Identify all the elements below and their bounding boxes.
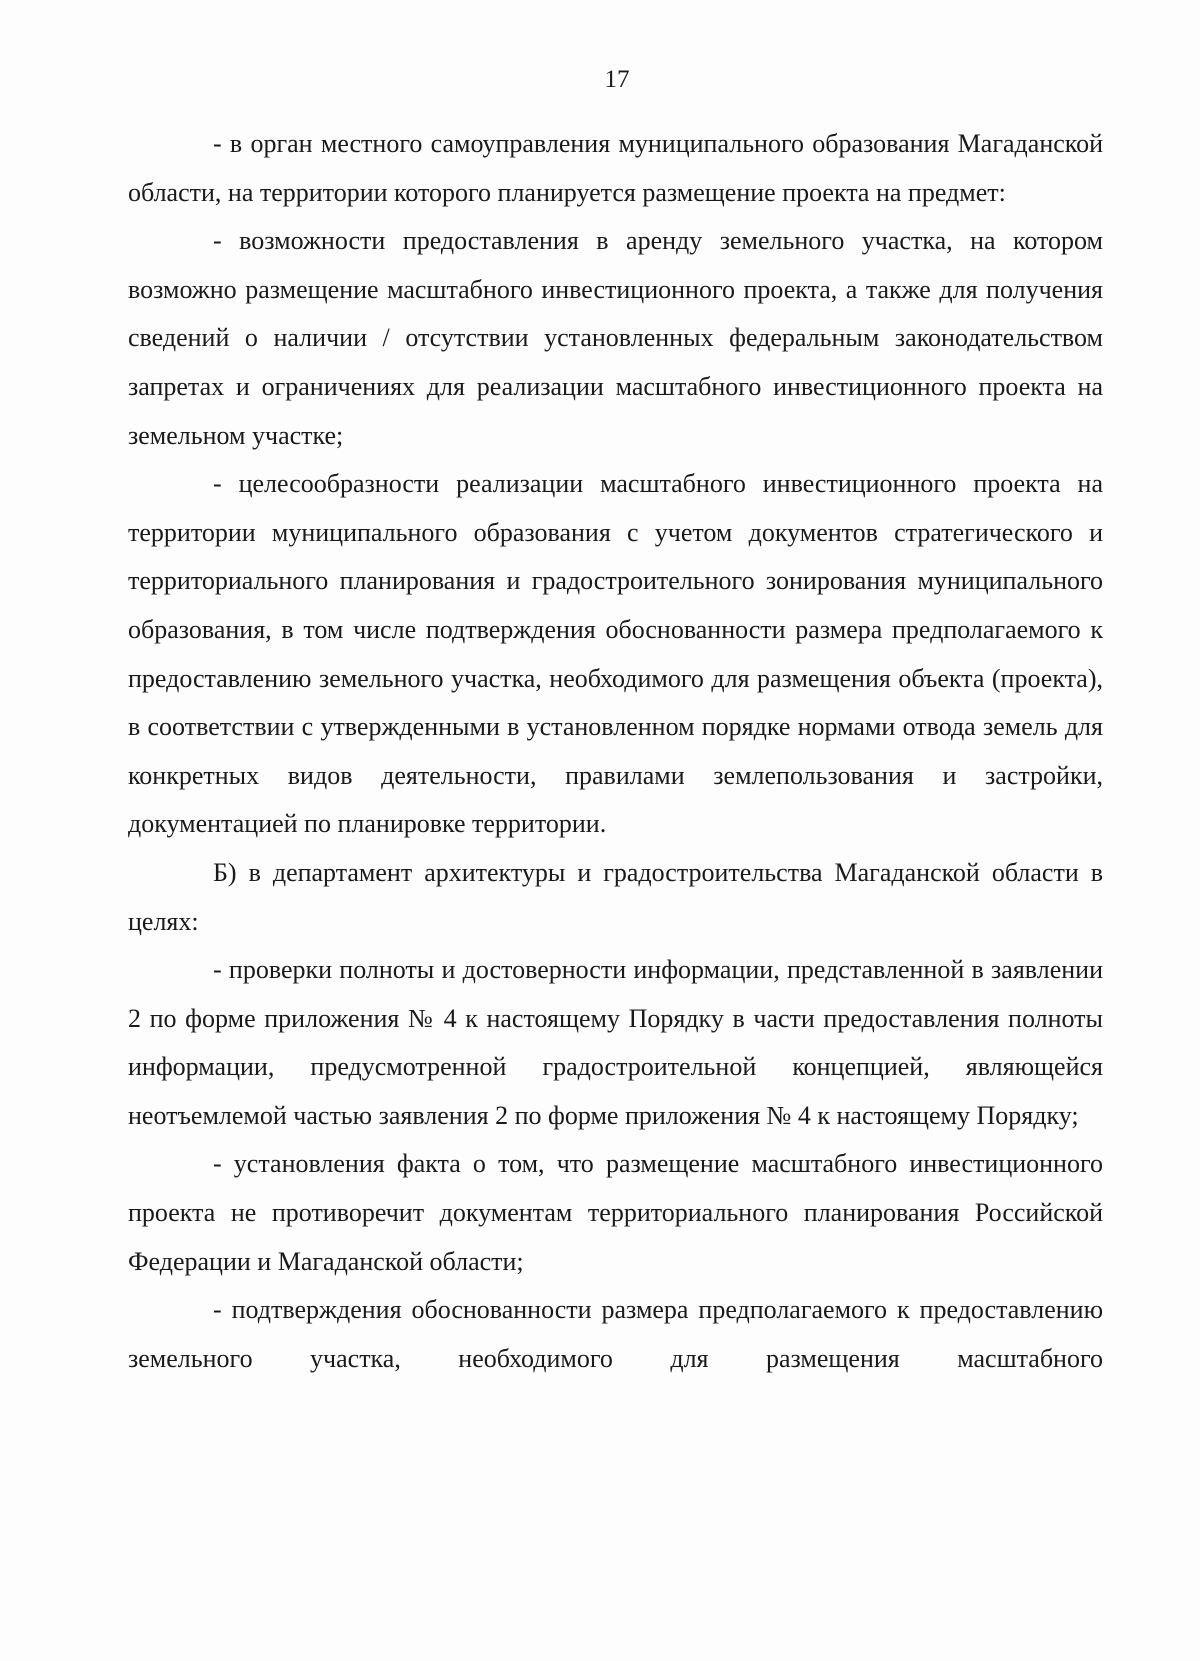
paragraph-size-justification: - подтверждения обоснованности размера предполагаемого к предоставлению земельного участка, необходимого для размещения масштабного <box>128 1295 1103 1373</box>
page-number: 17 <box>604 66 630 93</box>
paragraph-expediency: - целесообразности реализации масштабного инвестиционного проекта на территории муниципального образования с учетом документов стратегического и территориального планирования и градостроительного зонирования муниципального образования, в том числе подтверждения обоснованности размера предполагаемого к предоставлению земельного участка, необходимого для размещения объекта (проекта), в соответствии с утвержденными в установленном порядке нормами отвода земель для конкретных видов деятельности, правилами землепользования и застройки, документацией по планировке территории. <box>128 469 1103 839</box>
paragraph-architecture-department: Б) в департамент архитектуры и градостроительства Магаданской области в целях: <box>128 857 1103 936</box>
paragraph-planning-compliance: - установления факта о том, что размещение масштабного инвестиционного проекта не противоречит документам территориального планирования Российской Федерации и Магаданской области; <box>128 1149 1103 1276</box>
paragraph-land-lease: - возможности предоставления в аренду земельного участка, на котором возможно размещение масштабного инвестиционного проекта, а также для получения сведений о наличии / отсутствии установленных федеральным законодательством запретах и ограничениях для реализации масштабного инвестиционного проекта на земельном участке; <box>128 226 1103 450</box>
paragraph-completeness-check: - проверки полноты и достоверности информации, представленной в заявлении 2 по форме приложения № 4 к настоящему Порядку в части предоставления полноты информации, предусмотренной градостроительной концепцией, являющейся неотъемлемой частью заявления 2 по форме приложения № 4 к настоящему Порядку; <box>128 955 1103 1130</box>
body-text <box>128 120 1103 1383</box>
paragraph-local-authority: - в орган местного самоуправления муниципального образования Магаданской области, на территории которого планируется размещение проекта на предмет: <box>128 129 1103 207</box>
